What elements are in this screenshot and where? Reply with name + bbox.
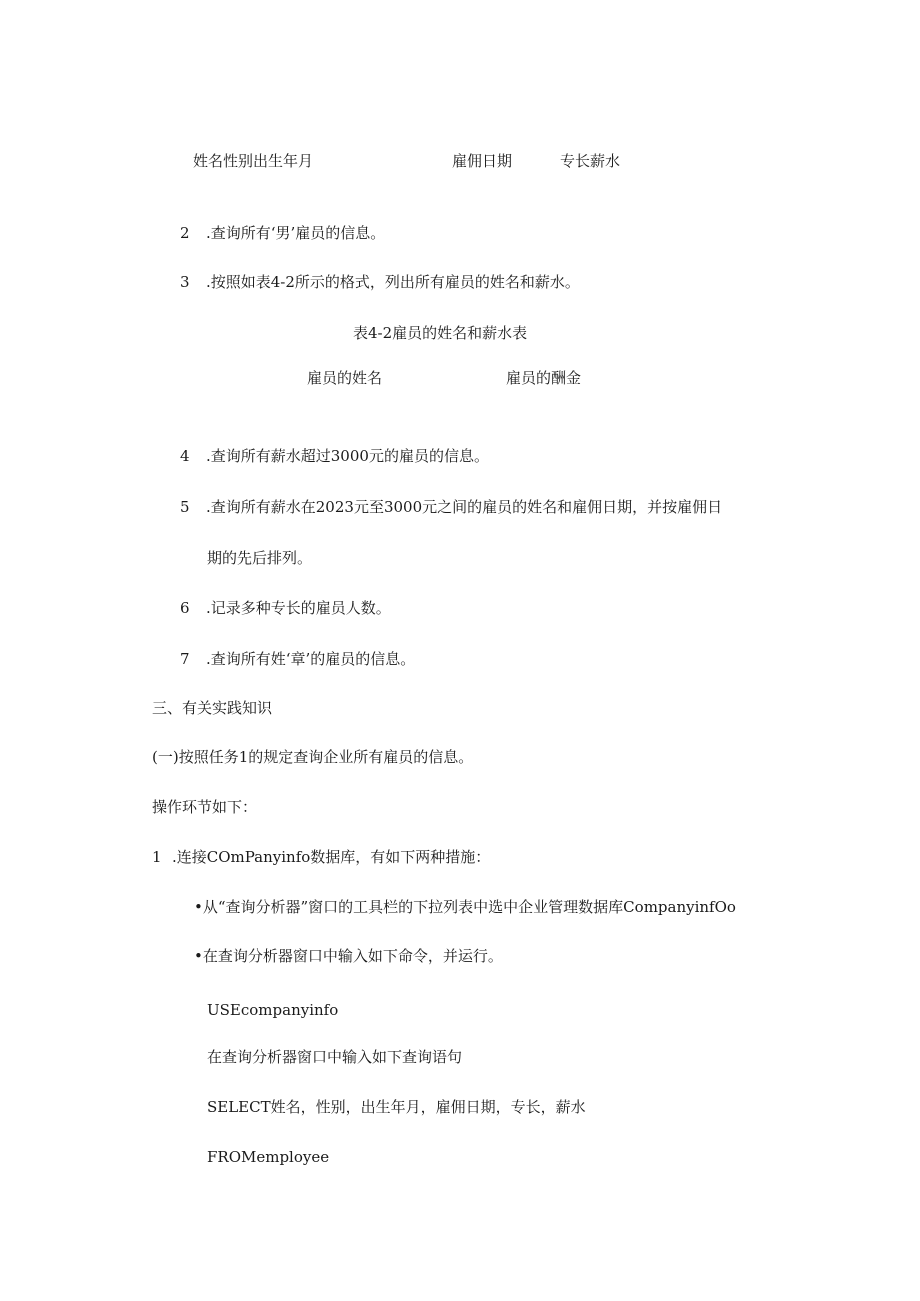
task-item-5-continuation: 期的先后排列。	[207, 549, 313, 567]
table-header-name-gender-birth: 姓名性别出生年月	[193, 152, 314, 170]
task-item-4	[180, 446, 489, 466]
step-text: .连接COmPanyinfo数据库，有如下两种措施：	[172, 848, 491, 866]
bullet-item-1: •从“查询分析器”窗口的工具栏的下拉列表中选中企业管理数据库CompanyinfOo	[194, 898, 736, 916]
task-text: .查询所有薪水超过3000元的雇员的信息。	[206, 447, 489, 465]
task-item-7	[180, 649, 415, 669]
code-use-statement: USEcompanyinfo	[207, 1001, 339, 1019]
task-number: 5	[180, 498, 190, 516]
task-item-2	[180, 223, 385, 243]
step-number: 1	[152, 848, 162, 866]
task-text: .查询所有薪水在2023元至3000元之间的雇员的姓名和雇佣日期，并按雇佣日	[206, 498, 723, 516]
table-header-skill-salary: 专长薪水	[560, 152, 621, 170]
table-header-employee-pay: 雇员的酬金	[506, 369, 582, 387]
subsection-title: (一)按照任务1的规定查询企业所有雇员的信息。	[152, 748, 474, 766]
steps-label: 操作环节如下：	[152, 798, 258, 816]
task-number: 7	[180, 650, 190, 668]
task-item-6	[180, 598, 391, 618]
task-number: 4	[180, 447, 190, 465]
task-item-3	[180, 272, 580, 292]
code-select-statement: SELECT姓名，性别，出生年月，雇佣日期，专长，薪水	[207, 1098, 586, 1116]
table-caption: 表4-2雇员的姓名和薪水表	[353, 324, 528, 342]
task-text: .查询所有姓‘章’的雇员的信息。	[206, 650, 416, 668]
task-item-5	[180, 497, 722, 517]
task-number: 3	[180, 273, 190, 291]
task-text: .查询所有‘男’雇员的信息。	[206, 224, 386, 242]
step-item-1	[152, 847, 490, 867]
code-from-statement: FROMemployee	[207, 1148, 330, 1166]
section-title: 三、有关实践知识	[152, 699, 273, 717]
task-text: .按照如表4-2所示的格式，列出所有雇员的姓名和薪水。	[206, 273, 580, 291]
bullet-item-2: •在查询分析器窗口中输入如下命令，并运行。	[194, 947, 503, 965]
task-number: 6	[180, 599, 190, 617]
query-instruction: 在查询分析器窗口中输入如下查询语句	[207, 1048, 463, 1066]
table-header-hire-date: 雇佣日期	[452, 152, 513, 170]
task-text: .记录多种专长的雇员人数。	[206, 599, 391, 617]
task-number: 2	[180, 224, 190, 242]
table-header-employee-name: 雇员的姓名	[307, 369, 383, 387]
